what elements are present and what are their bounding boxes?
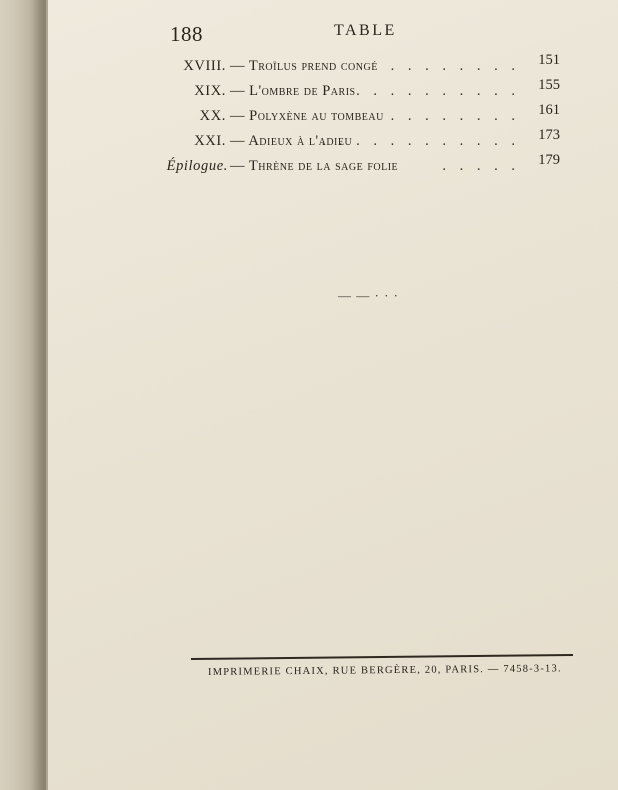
toc-dot-leader: . . . . . . . . . . . . [321,133,520,149]
toc-entry [166,152,560,177]
toc-entry-title: — Troïlus prend congé [230,58,378,74]
toc-entry-numeral: XXI. [194,133,226,149]
toc-entry-numeral: XX. [199,108,226,124]
toc-entry-numeral: XIX. [194,83,226,99]
section-heading: TABLE [334,22,397,39]
running-head [48,22,618,50]
toc-dot-leader: . . . . . . . . . . [356,83,520,99]
toc-entry [170,127,560,152]
toc-entry-page: 155 [538,77,560,93]
toc-entry [170,52,560,77]
toc-entry-page: 161 [538,102,560,118]
printer-colophon: IMPRIMERIE CHAIX, RUE BERGÈRE, 20, PARIS. — 7458-3-13. [207,663,562,678]
toc-dot-leader: . . . . . . . . [390,58,520,74]
toc-entry-page: 151 [538,52,560,68]
table-of-contents [166,52,560,177]
toc-entry-title: — Thrène de la sage folie [230,158,399,174]
toc-dot-leader: . . . . . . . . [390,108,520,124]
section-ornament: — — · · · [338,288,399,303]
page-number: 188 [170,22,203,46]
book-page [48,0,618,790]
toc-entry [170,102,560,127]
toc-entry-title: — L'ombre de Paris [230,83,356,99]
toc-entry-page: 173 [538,127,560,143]
toc-entry [170,77,560,102]
colophon-rule [191,654,573,660]
toc-dot-leader: . . . . . [442,158,520,174]
toc-entry-page: 179 [538,152,560,168]
toc-entry-title: — Polyxène au tombeau [230,108,384,124]
toc-entry-numeral: Épilogue. [166,158,228,174]
toc-entry-title: — Adieux à l'adieu [230,133,353,149]
toc-entry-numeral: XVIII. [183,58,226,74]
